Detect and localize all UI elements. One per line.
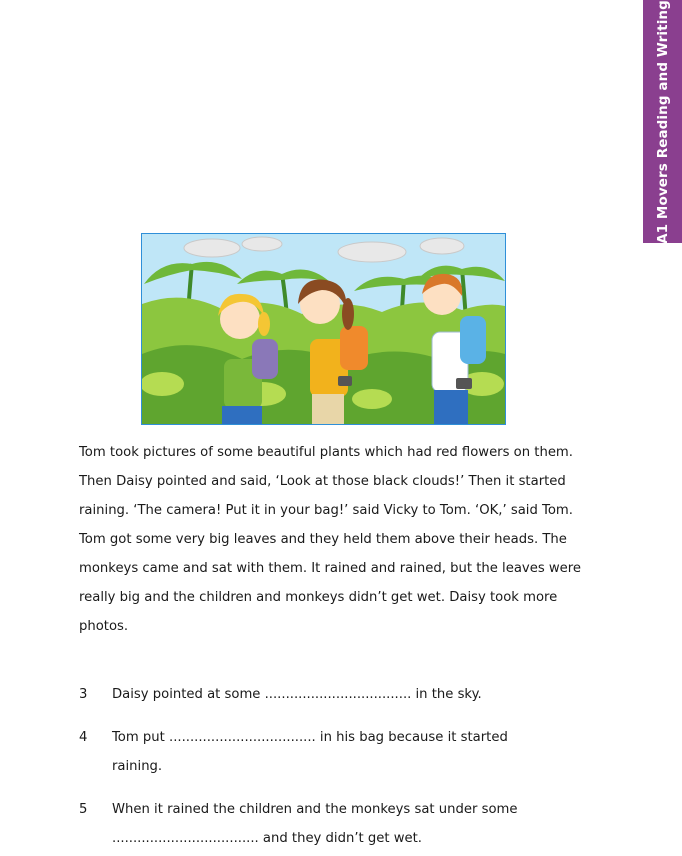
question-number: 5 xyxy=(79,802,88,817)
question-number: 3 xyxy=(79,687,88,702)
section-tab xyxy=(643,0,682,243)
question-text: Tom put ................................... in his bag because it started xyxy=(112,730,508,745)
question-text: Daisy pointed at some ................................... in the sky. xyxy=(112,687,482,702)
story-line: photos. xyxy=(79,619,129,634)
story-line: really big and the children and monkeys didn’t get wet. Daisy took more xyxy=(79,590,558,605)
story-line: Then Daisy pointed and said, ‘Look at those black clouds!’ Then it started xyxy=(79,474,566,489)
story-line: raining. ‘The camera! Put it in your bag!’ said Vicky to Tom. ‘OK,’ said Tom. xyxy=(79,503,573,518)
question-text: raining. xyxy=(112,759,163,774)
question-text: When it rained the children and the monkeys sat under some xyxy=(112,802,518,817)
story-line: monkeys came and sat with them. It rained and rained, but the leaves were xyxy=(79,561,582,576)
story-line: Tom took pictures of some beautiful plants which had red flowers on them. xyxy=(79,445,573,460)
question-text: ................................... and they didn’t get wet. xyxy=(112,831,422,846)
story-text xyxy=(79,438,582,641)
jungle-illustration xyxy=(141,233,506,425)
section-tab-label: A1 Movers Reading and Writing xyxy=(654,0,671,244)
question-number: 4 xyxy=(79,730,88,745)
jungle-scene xyxy=(142,234,505,424)
story-line: Tom got some very big leaves and they held them above their heads. The xyxy=(79,532,567,547)
